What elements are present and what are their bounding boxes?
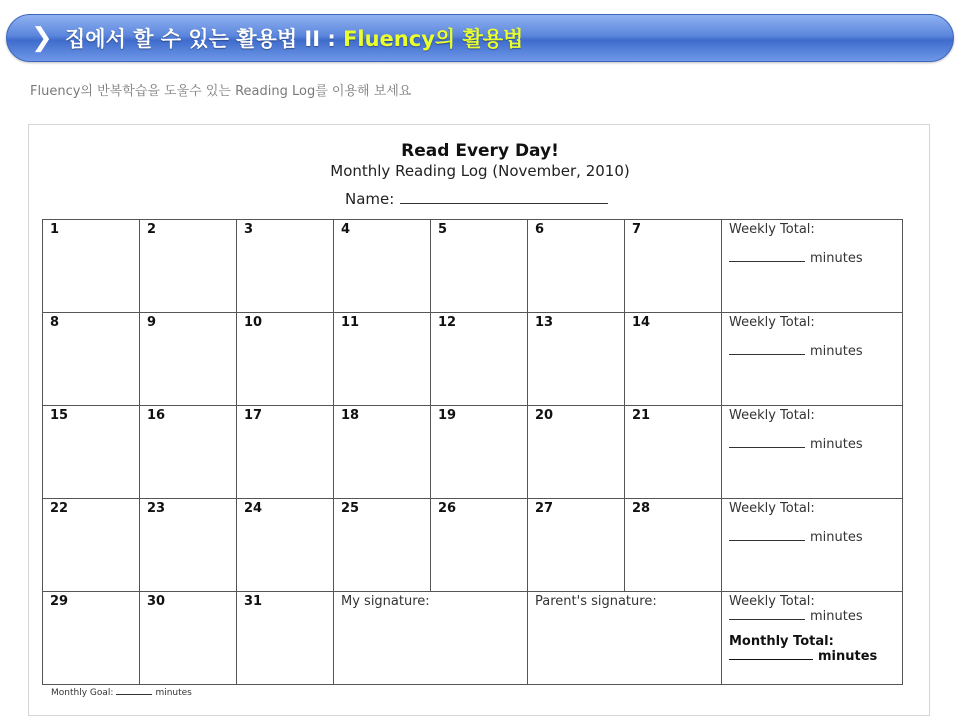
day-number: 28	[632, 501, 651, 516]
day-number: 9	[147, 315, 157, 330]
monthly-goal-line	[116, 687, 152, 695]
log-title: Read Every Day!	[401, 141, 559, 161]
day-cell[interactable]	[431, 313, 528, 406]
weekly-minutes-row	[729, 609, 895, 624]
day-cell[interactable]	[237, 499, 334, 592]
day-cell[interactable]	[431, 220, 528, 313]
day-cell[interactable]	[431, 499, 528, 592]
weekly-minutes-label: minutes	[810, 530, 863, 545]
day-number: 15	[50, 408, 69, 423]
section-subtitle: Fluency의 반복학습을 도울수 있는 Reading Log를 이용해 보세요	[30, 84, 412, 99]
day-cell[interactable]	[528, 220, 625, 313]
day-number: 26	[438, 501, 457, 516]
monthly-goal	[51, 687, 192, 698]
day-number: 14	[632, 315, 651, 330]
weekly-minutes-label: minutes	[810, 251, 863, 266]
weekly-minutes-row	[729, 530, 895, 545]
weekly-minutes-row	[729, 344, 895, 359]
my-signature-cell[interactable]	[334, 592, 528, 685]
section-title	[65, 26, 523, 52]
week-row	[43, 313, 903, 406]
day-cell[interactable]	[140, 406, 237, 499]
weekly-total-label: Weekly Total:	[729, 594, 815, 609]
section-title-main: 집에서 할 수 있는 활용법 II :	[65, 27, 344, 51]
weekly-total-cell	[722, 313, 903, 406]
day-cell[interactable]	[625, 406, 722, 499]
day-cell[interactable]	[140, 313, 237, 406]
monthly-goal-unit: minutes	[155, 688, 192, 698]
day-number: 16	[147, 408, 166, 423]
day-cell[interactable]	[431, 406, 528, 499]
day-cell[interactable]	[140, 592, 237, 685]
day-number: 5	[438, 222, 448, 237]
name-line	[400, 191, 608, 204]
week-row	[43, 220, 903, 313]
day-number: 19	[438, 408, 457, 423]
day-number: 24	[244, 501, 263, 516]
day-number: 10	[244, 315, 263, 330]
day-number: 11	[341, 315, 360, 330]
weekly-minutes-row	[729, 437, 895, 452]
day-cell[interactable]	[237, 592, 334, 685]
week-row	[43, 499, 903, 592]
weekly-total-cell	[722, 220, 903, 313]
my-signature-label: My signature:	[341, 594, 430, 609]
parent-signature-cell[interactable]	[528, 592, 722, 685]
day-cell[interactable]	[237, 313, 334, 406]
weekly-minutes-label: minutes	[810, 437, 863, 452]
day-cell[interactable]	[140, 220, 237, 313]
day-cell[interactable]	[43, 313, 140, 406]
day-number: 12	[438, 315, 457, 330]
day-number: 2	[147, 222, 157, 237]
day-cell[interactable]	[334, 313, 431, 406]
day-number: 21	[632, 408, 651, 423]
day-cell[interactable]	[43, 592, 140, 685]
weekly-total-label: Weekly Total:	[729, 315, 815, 330]
weekly-total-line	[729, 344, 805, 355]
day-number: 4	[341, 222, 351, 237]
day-number: 6	[535, 222, 545, 237]
parent-signature-label: Parent's signature:	[535, 594, 657, 609]
week-row	[43, 406, 903, 499]
day-cell[interactable]	[528, 499, 625, 592]
monthly-total-line	[729, 649, 813, 660]
day-number: 17	[244, 408, 263, 423]
reading-log-calendar	[42, 219, 903, 685]
day-cell[interactable]	[237, 220, 334, 313]
day-number: 1	[50, 222, 60, 237]
day-cell[interactable]	[334, 499, 431, 592]
weekly-total-line	[729, 530, 805, 541]
weekly-minutes-label: minutes	[810, 344, 863, 359]
log-subtitle: Monthly Reading Log (November, 2010)	[330, 162, 630, 180]
day-cell[interactable]	[625, 220, 722, 313]
day-cell[interactable]	[43, 406, 140, 499]
weekly-total-line	[729, 437, 805, 448]
section-title-highlight: Fluency의 활용법	[343, 27, 524, 51]
day-cell[interactable]	[140, 499, 237, 592]
weekly-total-label: Weekly Total:	[729, 222, 815, 237]
day-number: 3	[244, 222, 254, 237]
day-cell[interactable]	[43, 220, 140, 313]
day-cell[interactable]	[625, 313, 722, 406]
name-field	[345, 190, 608, 208]
day-number: 20	[535, 408, 554, 423]
name-label: Name:	[345, 190, 395, 208]
day-number: 23	[147, 501, 166, 516]
weekly-total-label: Weekly Total:	[729, 501, 815, 516]
day-cell[interactable]	[334, 220, 431, 313]
weekly-minutes-row	[729, 251, 895, 266]
monthly-minutes-label: minutes	[818, 649, 878, 664]
monthly-minutes-row	[729, 649, 895, 664]
day-cell[interactable]	[625, 499, 722, 592]
day-number: 13	[535, 315, 554, 330]
day-number: 25	[341, 501, 360, 516]
weekly-total-line	[729, 251, 805, 262]
day-number: 29	[50, 594, 69, 609]
day-cell[interactable]	[528, 313, 625, 406]
chevron-right-icon: ❯	[31, 23, 53, 53]
day-number: 30	[147, 594, 166, 609]
day-cell[interactable]	[528, 406, 625, 499]
monthly-goal-label: Monthly Goal:	[51, 688, 114, 698]
day-number: 8	[50, 315, 60, 330]
weekly-minutes-label: minutes	[810, 609, 863, 624]
weekly-monthly-total-cell	[722, 592, 903, 685]
day-number: 7	[632, 222, 642, 237]
monthly-total-label: Monthly Total:	[729, 634, 834, 649]
day-cell[interactable]	[43, 499, 140, 592]
weekly-total-cell	[722, 499, 903, 592]
section-banner	[6, 14, 954, 62]
week-row	[43, 592, 903, 685]
weekly-total-label: Weekly Total:	[729, 408, 815, 423]
day-number: 22	[50, 501, 69, 516]
day-cell[interactable]	[334, 406, 431, 499]
day-number: 31	[244, 594, 263, 609]
weekly-total-cell	[722, 406, 903, 499]
day-number: 27	[535, 501, 554, 516]
weekly-total-line	[729, 609, 805, 620]
day-number: 18	[341, 408, 360, 423]
day-cell[interactable]	[237, 406, 334, 499]
